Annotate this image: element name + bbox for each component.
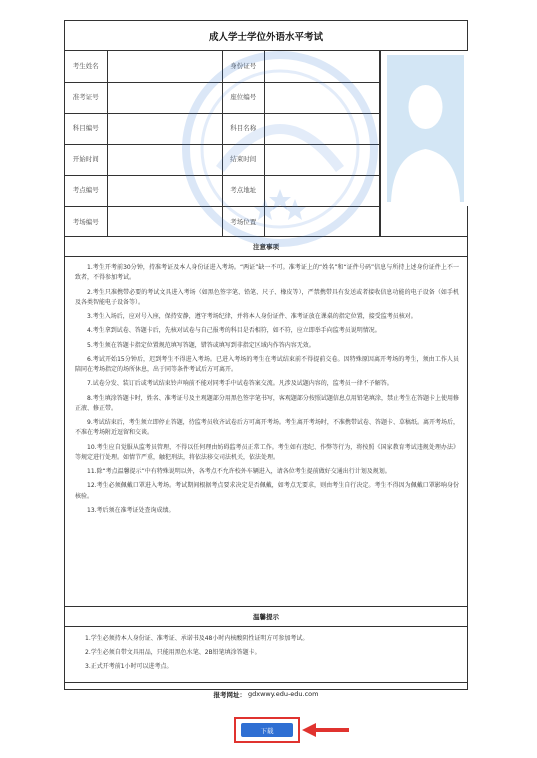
candidate-photo [380, 51, 469, 206]
candidate-info [65, 51, 467, 237]
website-label: 报考网址： [213, 690, 246, 699]
ticket-no-label: 准考证号 [65, 82, 107, 113]
room-location-label: 考场位置 [222, 206, 264, 237]
room-location-value [264, 206, 379, 237]
subject-code-label: 科目编号 [65, 113, 107, 144]
seat-no-label: 座位编号 [222, 82, 264, 113]
notice-item: 13.考后须在准考证处查询成绩。 [87, 506, 175, 514]
notices-list [65, 257, 467, 607]
tips-heading: 温馨提示 [65, 607, 467, 627]
table-row [65, 82, 380, 113]
notice-item: 8.考生填涂答题卡时，姓名、准考证号及主观题部分用黑色签字笔书写，客观题部分按照试题信息点用铅笔填涂，禁止考生在答题卡上使用修正液、修正带。 [75, 394, 459, 412]
notice-item: 10.考生应自觉服从监考员管理，不得以任何理由妨碍监考员正常工作。考生如有违纪、作弊等行为，将按照《国家教育考试违规处理办法》等规定进行处理。如情节严重，触犯刑法，将依法移交司法机关，依法处理。 [75, 443, 459, 461]
ticket-no-value [107, 82, 222, 113]
name-value [107, 51, 222, 82]
notice-item: 1.考生开考前30分钟，持准考证及本人身份证进入考场。“两证”缺一不可。准考证上的“姓名”和“证件号码”信息与所持上述身份证件上不一致者，不得参加考试。 [75, 264, 459, 282]
name-label: 考生姓名 [65, 51, 107, 82]
tip-item: 3.正式开考前1小时可以进考点。 [85, 663, 173, 670]
notice-item: 5.考生须在答题卡指定位置规范填写答题，错答或填写到非指定区域内作答内容无效。 [87, 341, 315, 349]
notice-item: 11.除“考点温馨提示”中有特殊说明以外，各考点不允许校外车辆进入，请各位考生提前做好交通出行计划及规划。 [87, 468, 391, 476]
end-time-value [264, 144, 379, 175]
notice-item: 4.考生拿到试卷、答题卡后，先核对试卷与自己报考的科目是否相符，如不符，应立即举手向监考员说明情况。 [87, 327, 381, 335]
avatar-placeholder-icon [381, 51, 470, 206]
id-no-value [264, 51, 379, 82]
notices-heading: 注意事项 [65, 237, 467, 257]
pointer-arrow-icon [302, 722, 350, 738]
photo-spacer [380, 206, 469, 237]
table-row [65, 51, 380, 82]
website-url: gdxwwy.edu-edu.com [247, 690, 319, 698]
notice-item: 12.考生必须佩戴口罩进入考场。考试期间根据考点要求决定是否佩戴，如考点无要求，则由考生自行决定。考生不得因为佩戴口罩影响身份核验。 [75, 482, 459, 500]
room-no-label: 考场编号 [65, 206, 107, 237]
site-address-value [264, 175, 379, 206]
table-row [65, 206, 380, 237]
exam-ticket [64, 20, 468, 699]
notice-item: 2.考生只准携带必要的考试文具进入考场（如黑色签字笔、铅笔、尺子、橡皮等），严禁携带具有发送或者接收信息功能的电子设备（如手机及各类智能电子设备等）。 [75, 288, 459, 306]
site-code-label: 考点编号 [65, 175, 107, 206]
room-no-value [107, 206, 222, 237]
notice-item: 3.考生入场后，应对号入座，保持安静，遵守考场纪律，并将本人身份证件、准考证放在课桌的指定位置，接受监考员核对。 [87, 313, 417, 320]
id-no-label: 身份证号 [222, 51, 264, 82]
info-table [65, 51, 380, 237]
subject-name-value [264, 113, 379, 144]
notice-item: 6.考试开始15分钟后，迟到考生不得进入考场。已进入考场的考生在考试结束前不得提前交卷。因特殊原因离开考场的考生，须由工作人员陪同在考场指定的场所休息，出于同等条件考试后方可离开。 [75, 355, 459, 374]
subject-name-label: 科目名称 [222, 113, 264, 144]
seat-no-value [264, 82, 379, 113]
subject-code-value [107, 113, 222, 144]
tip-item: 2.学生必须自带文具用品，只能用黑色水笔、2B铅笔填涂答题卡。 [85, 649, 261, 656]
start-time-value [107, 144, 222, 175]
table-row [65, 144, 380, 175]
download-highlight-box [234, 717, 300, 743]
tips-list [65, 627, 467, 683]
table-row [65, 113, 380, 144]
site-address-label: 考点地址 [222, 175, 264, 206]
table-row [65, 175, 380, 206]
page-title: 成人学士学位外语水平考试 [65, 21, 467, 51]
exam-website [65, 683, 467, 705]
download-button[interactable]: 下载 [241, 723, 293, 737]
notice-item: 9.考试结束后，考生须立即停止答题，待监考员收齐试卷后方可离开考场。考生离开考场时，不准携带试卷、答题卡、草稿纸。离开考场后，不准在考场附近逗留和交谈。 [75, 419, 459, 437]
start-time-label: 开始时间 [65, 144, 107, 175]
end-time-label: 结束时间 [222, 144, 264, 175]
tip-item: 1.学生必须持本人身份证、准考证、承诺书及48小时内核酸阴性证明方可参加考试。 [85, 635, 309, 642]
notice-item: 7.试卷分发、装订后或考试结束铃声响前不能对同考手中试卷答案交流。凡涉及试题内容的，监考员一律不予解答。 [87, 380, 393, 388]
site-code-value [107, 175, 222, 206]
